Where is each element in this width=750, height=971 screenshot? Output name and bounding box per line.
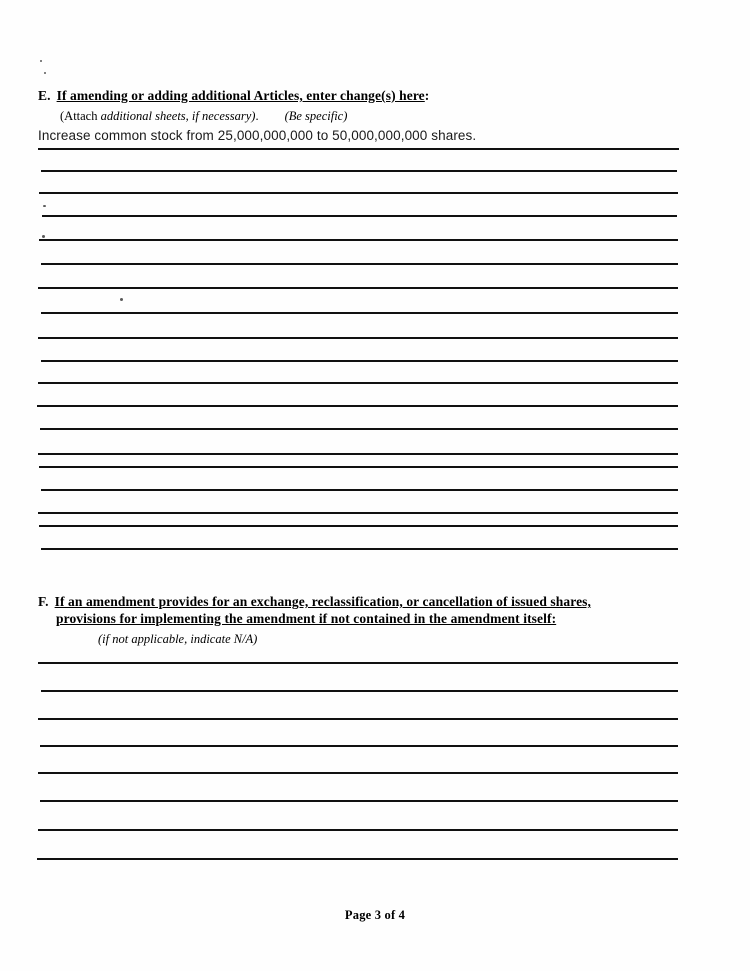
section-f (38, 594, 698, 647)
form-line[interactable] (38, 512, 678, 514)
form-line[interactable] (41, 690, 678, 692)
form-line[interactable] (38, 453, 678, 455)
form-line[interactable] (39, 192, 678, 194)
scan-speck (43, 205, 46, 207)
form-line[interactable] (38, 287, 678, 289)
section-e-heading (38, 88, 678, 105)
section-e (38, 88, 678, 124)
form-line[interactable] (39, 525, 678, 527)
page-footer: Page 3 of 4 (344, 908, 406, 922)
form-line[interactable] (40, 428, 678, 430)
section-e-heading-suffix: : (424, 88, 430, 103)
section-f-heading-line1: If an amendment provides for an exchange, reclassification, or cancellation of issued shares, (54, 594, 592, 609)
form-line[interactable] (41, 170, 677, 172)
attach-note-prefix: (Attach (60, 108, 101, 123)
form-line[interactable] (41, 548, 678, 550)
section-f-heading-line2-wrap (56, 611, 698, 628)
be-specific-note: (Be specific) (284, 108, 348, 123)
section-e-typed-answer: Increase common stock from 25,000,000,000 to 50,000,000,000 shares. (38, 128, 477, 143)
form-line[interactable] (41, 360, 678, 362)
form-line[interactable] (37, 405, 678, 407)
section-f-heading-line2: provisions for implementing the amendment if not contained in the amendment itself: (56, 610, 557, 626)
form-line[interactable] (37, 858, 678, 860)
section-f-letter: F. (38, 594, 49, 609)
form-line[interactable] (39, 239, 678, 241)
form-line[interactable] (42, 215, 677, 217)
scan-speck (120, 298, 123, 301)
form-line[interactable] (38, 829, 678, 831)
form-line[interactable] (41, 263, 678, 265)
scan-speck (42, 235, 45, 238)
form-line[interactable] (38, 382, 678, 384)
form-line[interactable] (38, 662, 678, 664)
section-e-heading-text: If amending or adding additional Articles, enter change(s) here (56, 88, 425, 103)
attach-note-suffix: . (255, 108, 259, 123)
form-line[interactable] (41, 489, 678, 491)
form-line[interactable] (40, 800, 678, 802)
form-line[interactable] (39, 466, 678, 468)
section-f-note: (if not applicable, indicate N/A) (98, 631, 258, 646)
form-line[interactable] (38, 718, 678, 720)
section-f-heading (38, 594, 698, 611)
form-line[interactable] (38, 337, 678, 339)
form-line[interactable] (40, 745, 678, 747)
section-e-attach-note (60, 109, 678, 124)
section-e-letter: E. (38, 88, 51, 103)
attach-note-italic: additional sheets, if necessary) (100, 108, 256, 123)
form-line[interactable] (38, 772, 678, 774)
scan-speck (40, 60, 42, 62)
form-line[interactable] (41, 312, 678, 314)
scan-speck (44, 72, 46, 74)
form-line[interactable] (38, 148, 679, 150)
